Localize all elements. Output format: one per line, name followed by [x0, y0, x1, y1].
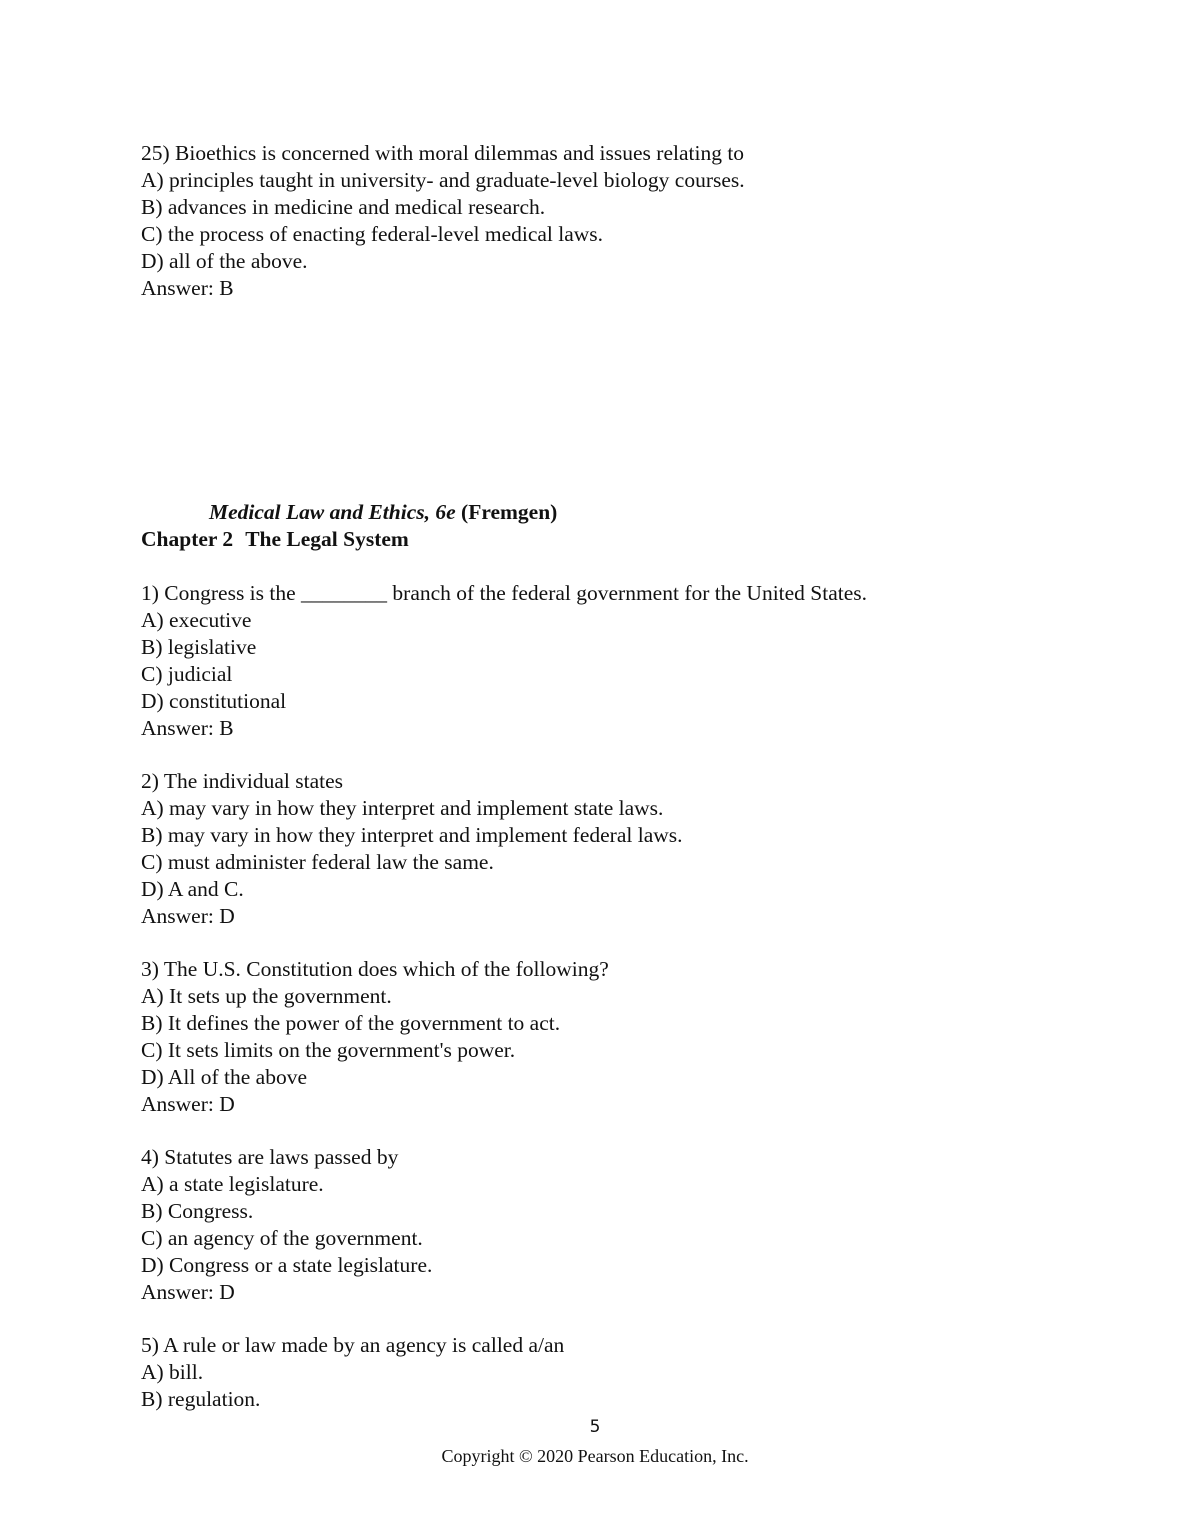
question-stem: 2) The individual states: [141, 769, 344, 793]
answer-key: Answer: D: [141, 1280, 235, 1304]
answer-option: A) It sets up the government.: [141, 984, 392, 1008]
copyright-notice: Copyright © 2020 Pearson Education, Inc.: [441, 1446, 749, 1466]
answer-option: D) all of the above.: [141, 249, 308, 273]
chapter-number: Chapter 2: [141, 527, 234, 551]
answer-option: B) regulation.: [141, 1387, 261, 1411]
answer-option: D) Congress or a state legislature.: [141, 1253, 433, 1277]
answer-option: C) It sets limits on the government's power.: [141, 1038, 516, 1062]
book-title: Medical Law and Ethics, 6e: [209, 500, 456, 524]
answer-option: A) bill.: [141, 1360, 204, 1384]
answer-key: Answer: D: [141, 1092, 235, 1116]
answer-key: Answer: B: [141, 276, 234, 300]
answer-key: Answer: B: [141, 716, 234, 740]
question-stem: 3) The U.S. Constitution does which of the following?: [141, 957, 609, 981]
answer-option: B) It defines the power of the government to act.: [141, 1011, 561, 1035]
chapter-heading: [141, 526, 409, 553]
chapter-title: The Legal System: [245, 527, 409, 551]
answer-option: C) an agency of the government.: [141, 1226, 423, 1250]
question-stem: 4) Statutes are laws passed by: [141, 1145, 399, 1169]
answer-option: B) advances in medicine and medical research.: [141, 195, 546, 219]
answer-option: C) must administer federal law the same.: [141, 850, 494, 874]
answer-option: B) Congress.: [141, 1199, 254, 1223]
answer-option: B) may vary in how they interpret and implement federal laws.: [141, 823, 683, 847]
answer-option: D) constitutional: [141, 689, 287, 713]
answer-option: A) executive: [141, 608, 252, 632]
question-stem: 5) A rule or law made by an agency is called a/an: [141, 1333, 565, 1357]
answer-option: A) principles taught in university- and graduate-level biology courses.: [141, 168, 745, 192]
answer-option: A) a state legislature.: [141, 1172, 324, 1196]
answer-option: D) A and C.: [141, 877, 244, 901]
answer-option: D) All of the above: [141, 1065, 307, 1089]
book-title-line: [209, 499, 557, 526]
answer-option: C) the process of enacting federal-level medical laws.: [141, 222, 604, 246]
answer-option: A) may vary in how they interpret and implement state laws.: [141, 796, 664, 820]
answer-option: B) legislative: [141, 635, 257, 659]
book-author: (Fremgen): [461, 500, 558, 524]
answer-key: Answer: D: [141, 904, 235, 928]
question-stem: 25) Bioethics is concerned with moral dilemmas and issues relating to: [141, 141, 745, 165]
question-stem: 1) Congress is the ________ branch of the federal government for the United States.: [141, 581, 868, 605]
answer-option: C) judicial: [141, 662, 233, 686]
page-number: 5: [589, 1417, 601, 1437]
